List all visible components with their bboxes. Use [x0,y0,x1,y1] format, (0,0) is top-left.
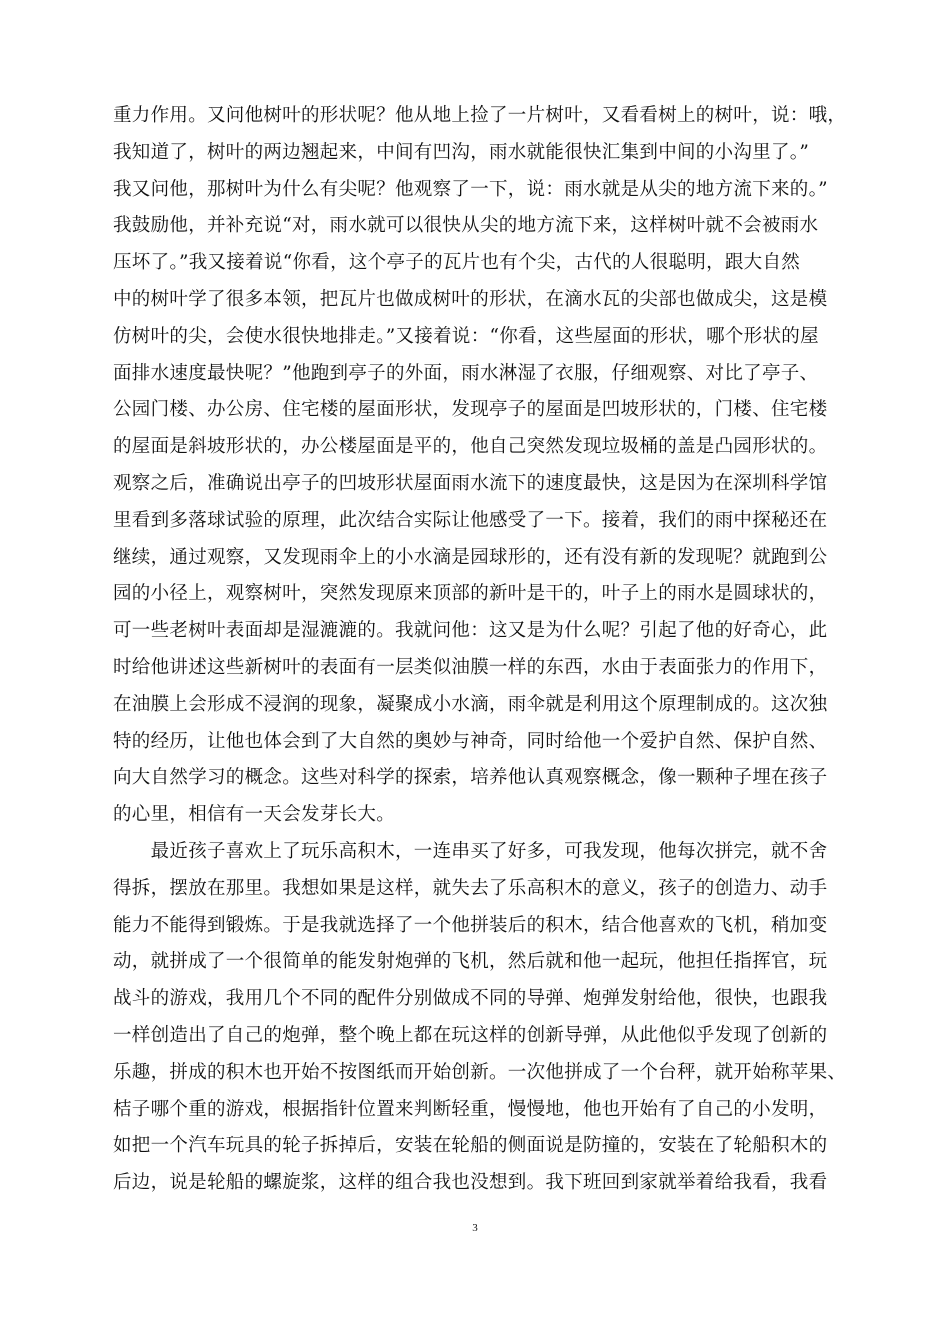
text-line: 时给他讲述这些新树叶的表面有一层类似油膜一样的东西，水由于表面张力的作用下， [113,657,828,678]
text-line: 仿树叶的尖，会使水很快地排走。”又接着说：“你看，这些屋面的形状，哪个形状的屋 [113,326,819,347]
text-line: 观察之后，准确说出亭子的凹坡形状屋面雨水流下的速度最快，这是因为在深圳科学馆 [113,473,828,494]
page-number: 3 [472,1222,478,1234]
text-line: 可一些老树叶表面却是湿漉漉的。我就问他：这又是为什么呢？引起了他的好奇心，此 [113,620,828,641]
text-line: 中的树叶学了很多本领，把瓦片也做成树叶的形状，在滴水瓦的尖部也做成尖，这是模 [113,289,828,310]
text-line: 如把一个汽车玩具的轮子拆掉后，安装在轮船的侧面说是防撞的，安装在了轮船积木的 [113,1135,828,1156]
text-line: 继续，通过观察，又发现雨伞上的小水滴是园球形的，还有没有新的发现呢？就跑到公 [113,547,828,568]
text-line: 公园门楼、办公房、住宅楼的屋面形状，发现亭子的屋面是凹坡形状的，门楼、住宅楼 [113,399,828,420]
text-line: 后边，说是轮船的螺旋浆，这样的组合我也没想到。我下班回到家就举着给我看，我看 [113,1172,828,1193]
text-line: 向大自然学习的概念。这些对科学的探索，培养他认真观察概念，像一颗种子埋在孩子 [113,767,828,788]
text-line: 我又问他，那树叶为什么有尖呢？他观察了一下，说：雨水就是从尖的地方流下来的。” [113,179,828,200]
text-line: 特的经历，让他也体会到了大自然的奥妙与神奇，同时给他一个爱护自然、保护自然、 [113,731,828,752]
paragraph-start-line: 最近孩子喜欢上了玩乐高积木，一连串买了好多，可我发现，他每次拼完，就不舍 [113,841,828,862]
text-line: 园的小径上，观察树叶，突然发现原来顶部的新叶是干的，叶子上的雨水是圆球状的， [113,583,828,604]
text-line: 动，就拼成了一个很简单的能发射炮弹的飞机，然后就和他一起玩，他担任指挥官，玩 [113,951,828,972]
text-line: 得拆，摆放在那里。我想如果是这样，就失去了乐高积木的意义，孩子的创造力、动手 [113,878,828,899]
text-line: 我鼓励他，并补充说“对，雨水就可以很快从尖的地方流下来，这样树叶就不会被雨水 [113,215,819,236]
text-line: 战斗的游戏，我用几个不同的配件分别做成不同的导弹、炮弹发射给他，很快，也跟我 [113,988,828,1009]
text-line: 压坏了。”我又接着说“你看，这个亭子的瓦片也有个尖，古代的人很聪明，跟大自然 [113,252,801,273]
text-line: 的屋面是斜坡形状的，办公楼屋面是平的，他自己突然发现垃圾桶的盖是凸园形状的。 [113,436,828,457]
text-line: 面排水速度最快呢？”他跑到亭子的外面，雨水淋湿了衣服，仔细观察、对比了亭子、 [113,363,819,384]
text-line: 里看到多落球试验的原理，此次结合实际让他感受了一下。接着，我们的雨中探秘还在 [113,510,828,531]
text-line: 重力作用。又问他树叶的形状呢？他从地上捡了一片树叶，又看看树上的树叶，说：哦， [113,105,847,126]
text-line: 的心里，相信有一天会发芽长大。 [113,804,396,825]
text-line: 我知道了，树叶的两边翘起来，中间有凹沟，雨水就能很快汇集到中间的小沟里了。” [113,142,810,163]
text-line: 能力不能得到锻炼。于是我就选择了一个他拼装后的积木，结合他喜欢的飞机，稍加变 [113,915,828,936]
text-line: 桔子哪个重的游戏，根据指针位置来判断轻重，慢慢地，他也开始有了自己的小发明， [113,1099,828,1120]
text-line: 乐趣，拼成的积木也开始不按图纸而开始创新。一次他拼成了一个台秤，就开始称苹果、 [113,1062,847,1083]
text-line: 一样创造出了自己的炮弹，整个晚上都在玩这样的创新导弹，从此他似乎发现了创新的 [113,1025,828,1046]
text-line: 在油膜上会形成不浸润的现象，凝聚成小水滴，雨伞就是利用这个原理制成的。这次独 [113,694,828,715]
